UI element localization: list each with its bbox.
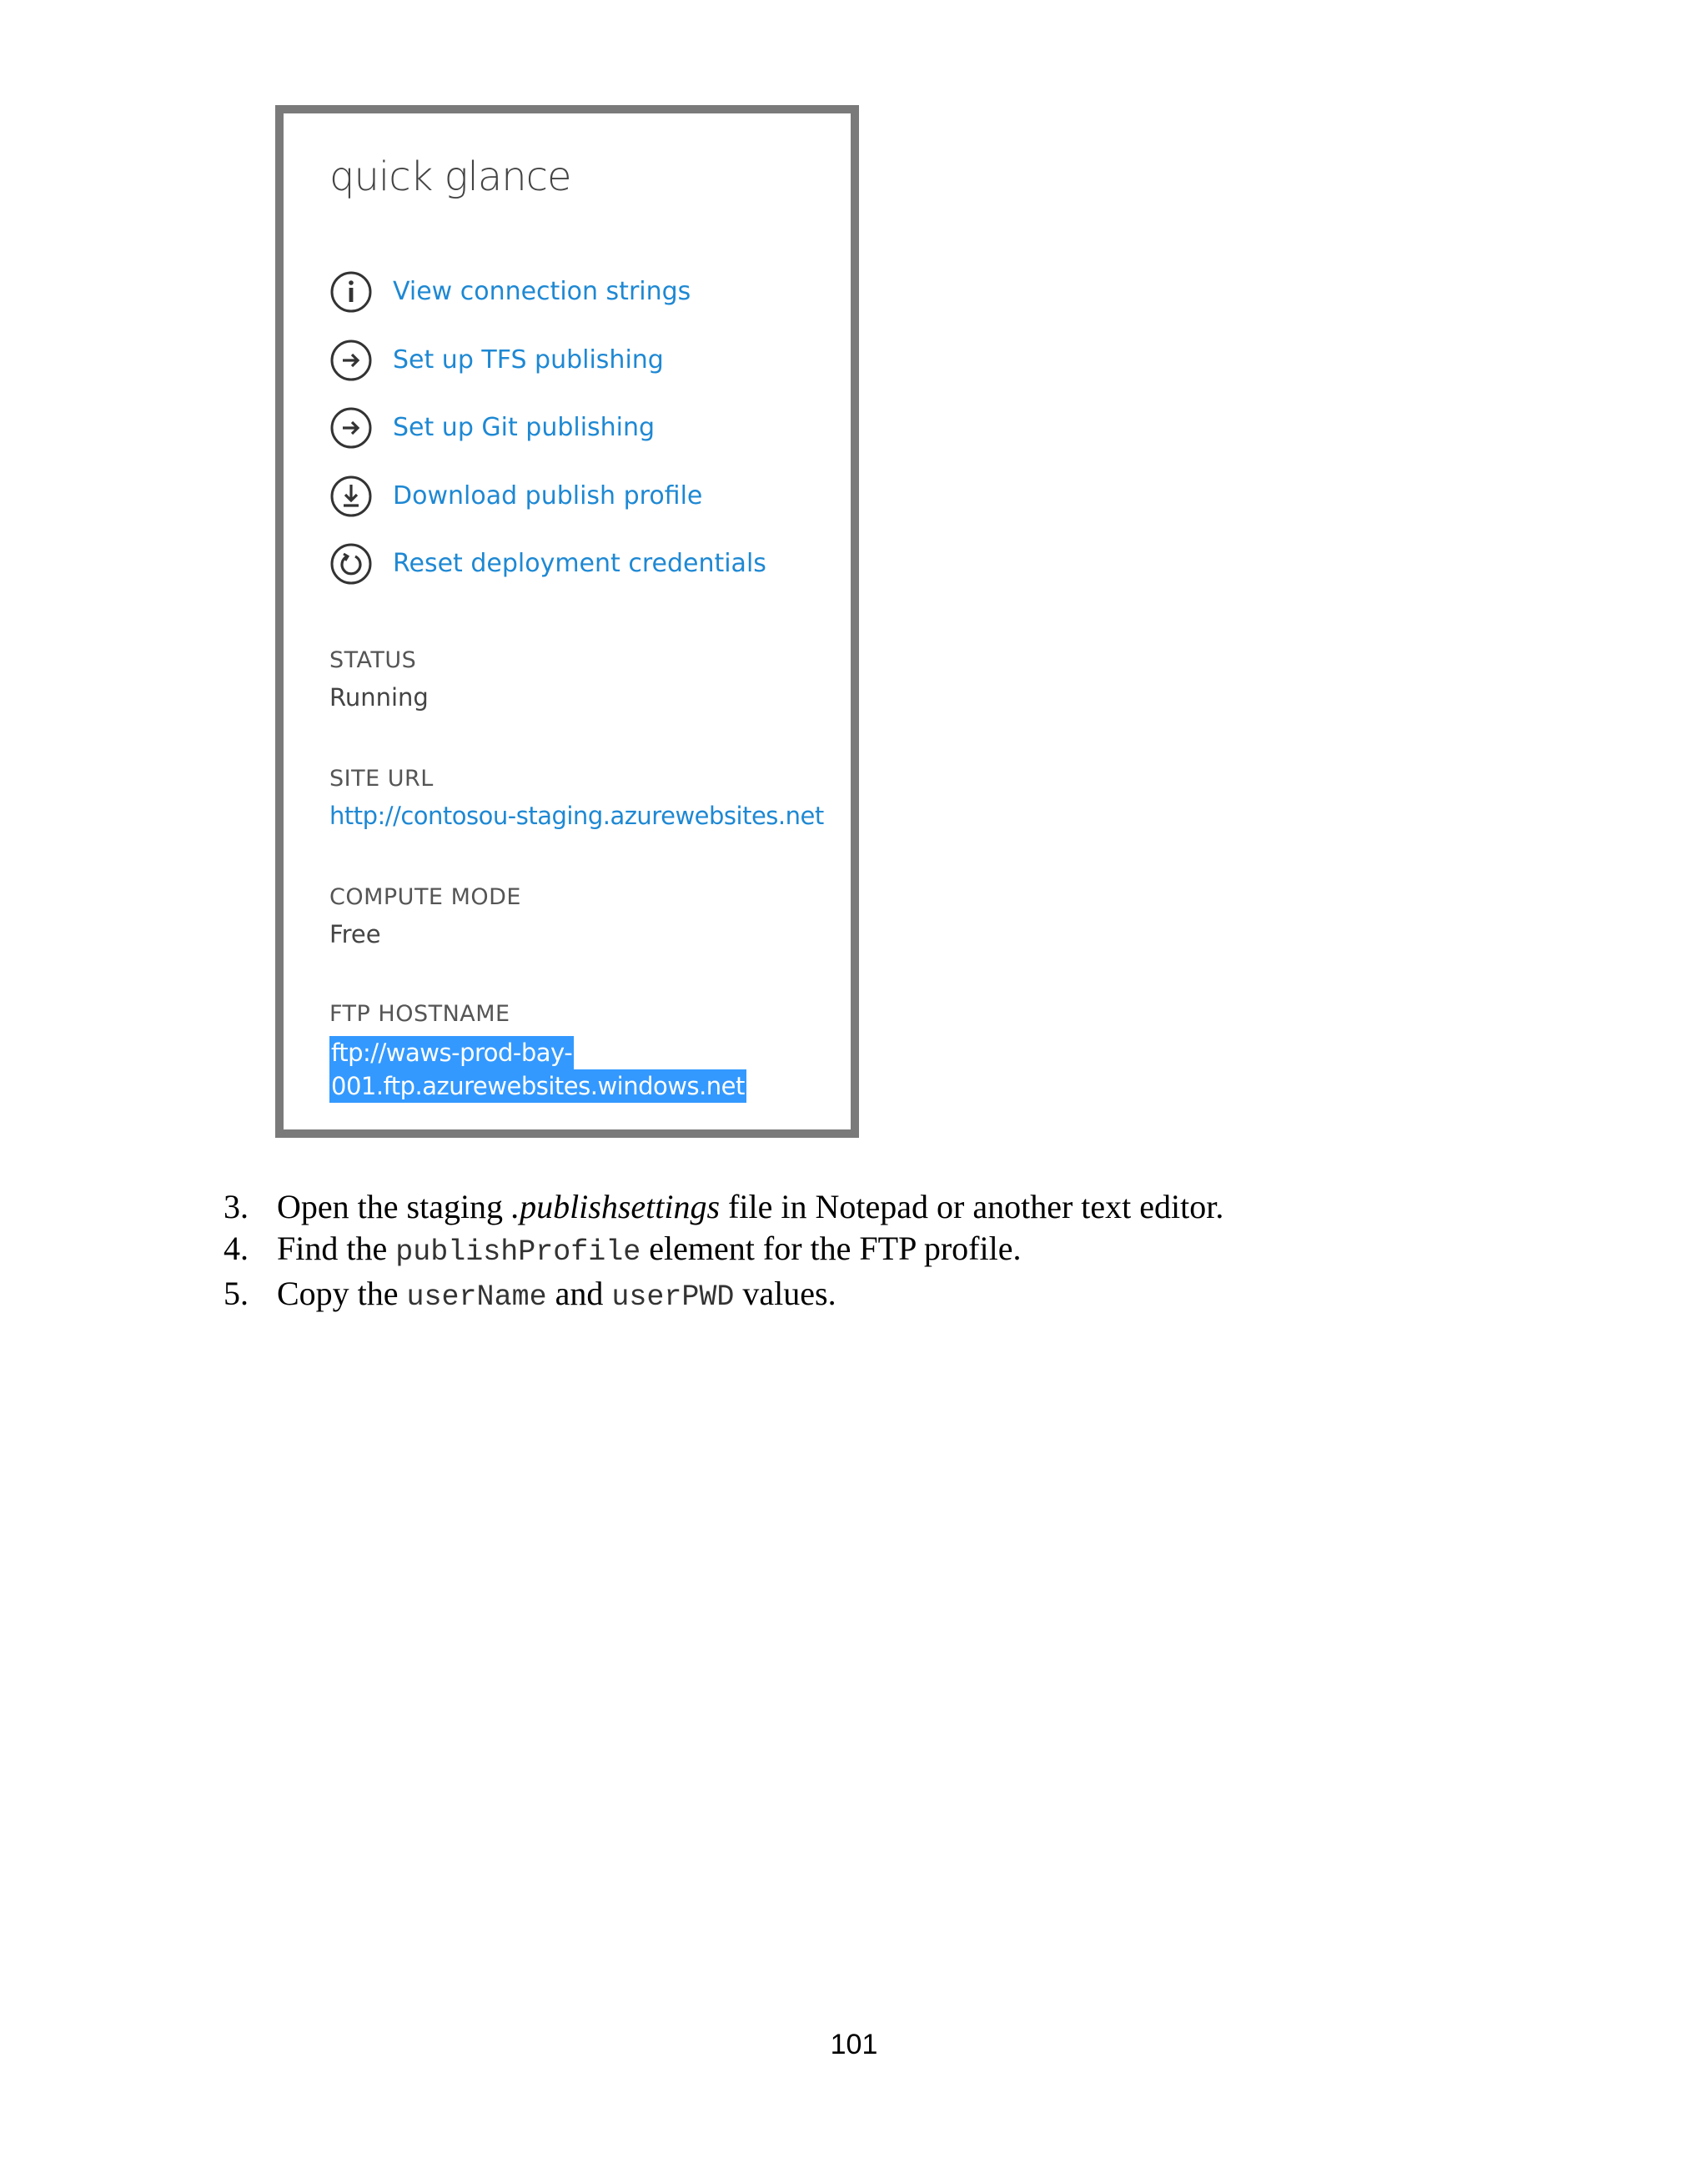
status-label: STATUS	[329, 647, 417, 673]
step-number: 3.	[224, 1188, 249, 1225]
info-icon	[329, 270, 373, 314]
link-view-connection-strings[interactable]	[329, 270, 766, 339]
site-url-link[interactable]: http://contosou-staging.azurewebsites.net	[329, 802, 824, 830]
step-3	[224, 1186, 1223, 1228]
code-user-name: userName	[406, 1280, 547, 1314]
compute-mode-field	[329, 883, 521, 956]
link-label[interactable]: Set up TFS publishing	[393, 345, 664, 375]
step-number: 4.	[224, 1230, 249, 1267]
site-url-label: SITE URL	[329, 766, 434, 792]
compute-mode-value: Free	[329, 920, 381, 948]
page-number: 101	[830, 2029, 878, 2060]
instruction-steps	[224, 1186, 1223, 1318]
ftp-hostname-value[interactable]	[329, 1036, 746, 1103]
step-5	[224, 1273, 1223, 1318]
panel-title: quick glance	[329, 153, 571, 200]
ftp-hostname-line-1: ftp://waws-prod-bay-	[329, 1036, 574, 1069]
refresh-circle-icon	[329, 542, 373, 586]
quick-glance-panel	[275, 105, 859, 1138]
arrow-right-circle-icon	[329, 339, 373, 382]
step-4	[224, 1228, 1223, 1273]
link-reset-deployment-credentials[interactable]	[329, 542, 766, 611]
link-set-up-tfs-publishing[interactable]	[329, 339, 766, 407]
step-text: Copy the userName and userPWD values.	[277, 1275, 836, 1314]
ftp-hostname-label: FTP HOSTNAME	[329, 1001, 510, 1027]
status-field	[329, 646, 429, 719]
step-text: Open the staging .publishsettings file in Notepad or another text editor.	[277, 1188, 1224, 1225]
link-label[interactable]: View connection strings	[393, 277, 691, 306]
code-publish-profile: publishProfile	[395, 1235, 641, 1269]
status-value: Running	[329, 683, 429, 712]
compute-mode-label: COMPUTE MODE	[329, 884, 521, 910]
link-set-up-git-publishing[interactable]	[329, 406, 766, 475]
link-label[interactable]: Reset deployment credentials	[393, 549, 766, 578]
link-label[interactable]: Set up Git publishing	[393, 413, 656, 442]
quick-links	[329, 270, 766, 611]
download-circle-icon	[329, 475, 373, 518]
arrow-right-circle-icon	[329, 406, 373, 450]
step-number: 5.	[224, 1275, 249, 1312]
step-text: Find the publishProfile element for the FTP profile.	[277, 1230, 1022, 1269]
ftp-hostname-line-2: 001.ftp.azurewebsites.windows.net	[329, 1069, 746, 1103]
link-download-publish-profile[interactable]	[329, 475, 766, 543]
link-label[interactable]: Download publish profile	[393, 480, 703, 511]
file-extension: .publishsettings	[511, 1188, 721, 1225]
ftp-hostname-field	[329, 999, 746, 1103]
code-user-pwd: userPWD	[611, 1280, 735, 1314]
site-url-field	[329, 764, 824, 838]
